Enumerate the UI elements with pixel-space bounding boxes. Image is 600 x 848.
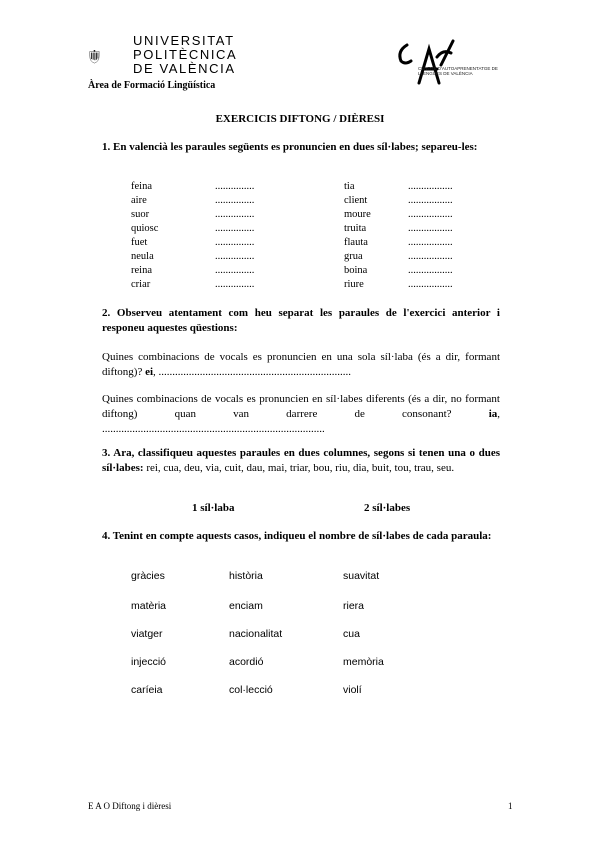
q4-word: riera xyxy=(343,600,365,612)
university-line-3: DE VALÈNCIA xyxy=(133,61,236,76)
q2-p2-text: Quines combinacions de vocals es pronuncien en síl·labes diferents (és a dir, no formant diftong) quan van darrere de consonant? xyxy=(102,393,500,420)
q1-right-word: moure xyxy=(344,209,371,220)
q1-right-word: riure xyxy=(344,279,364,290)
university-line-1: UNIVERSITAT xyxy=(133,33,235,48)
q4-word: injecció xyxy=(131,656,167,668)
question-3 xyxy=(102,446,500,476)
q1-right-blank[interactable]: ................. xyxy=(408,195,453,206)
q4-word: matèria xyxy=(131,600,167,612)
q3-word-list: rei, cua, deu, via, cuit, dau, mai, triar, bou, riu, dia, buit, tou, trau, seu. xyxy=(143,462,455,474)
q1-right-word: flauta xyxy=(344,237,368,248)
q1-word-list xyxy=(0,181,600,296)
q1-right-blank[interactable]: ................. xyxy=(408,237,453,248)
q4-word: suavitat xyxy=(343,570,380,582)
q1-left-blank[interactable]: ............... xyxy=(215,181,255,192)
q4-word: memòria xyxy=(343,656,384,668)
q4-word: violí xyxy=(343,684,362,696)
q2-p1-text: Quines combinacions de vocals es pronuncien en una sola síl·laba (és a dir, formant diftong)? xyxy=(102,351,500,378)
q1-left-blank[interactable]: ............... xyxy=(215,237,255,248)
q1-left-blank[interactable]: ............... xyxy=(215,223,255,234)
q4-word: nacionalitat xyxy=(229,628,283,640)
q2-p2-example: ia xyxy=(488,408,498,420)
q1-right-word: tia xyxy=(344,181,355,192)
area-label: Àrea de Formació Lingüística xyxy=(88,80,216,91)
q4-word: enciam xyxy=(229,600,263,612)
q1-right-blank[interactable]: ................. xyxy=(408,209,453,220)
q1-left-word: fuet xyxy=(131,237,148,248)
page-title: EXERCICIS DIFTONG / DIÈRESI xyxy=(215,113,385,125)
q4-word: col·lecció xyxy=(229,684,273,696)
q1-left-word: reina xyxy=(131,265,152,276)
q4-word: gràcies xyxy=(131,570,165,582)
university-line-2: POLITÈCNICA xyxy=(133,47,238,62)
q1-right-word: truita xyxy=(344,223,367,234)
question-1: 1. En valencià les paraules següents es pronuncien en dues síl·labes; separeu-les: xyxy=(102,141,478,153)
university-name xyxy=(133,34,237,76)
q1-right-word: client xyxy=(344,195,368,206)
q1-right-word: grua xyxy=(344,251,363,262)
q4-word: caríeia xyxy=(131,684,163,696)
q1-right-blank[interactable]: ................. xyxy=(408,265,453,276)
q3-instruction: 3. Ara, classifiqueu aquestes paraules en dues columnes, segons si tenen una o dues síl·labes: xyxy=(102,447,500,474)
q4-word: cua xyxy=(343,628,360,640)
q4-word-table xyxy=(0,570,600,700)
q1-right-word: boina xyxy=(344,265,368,276)
q1-right-blank[interactable]: ................. xyxy=(408,181,453,192)
q1-left-word: criar xyxy=(131,279,151,290)
q1-left-word: suor xyxy=(131,209,150,220)
caa-caption: CENTRE D'AUTOAPRENENTATGE DE LLENGÜES DE VALÈNCIA xyxy=(418,66,498,76)
q2-paragraph-1 xyxy=(102,350,500,380)
q1-left-blank[interactable]: ............... xyxy=(215,279,255,290)
question-4: 4. Tenint en compte aquests casos, indiqueu el nombre de síl·labes de cada paraula: xyxy=(102,530,492,542)
q4-word: viatger xyxy=(131,628,163,640)
q2-paragraph-2 xyxy=(102,392,500,437)
question-2: 2. Observeu atentament com heu separat les paraules de l'exercici anterior i responeu aquestes qüestions: xyxy=(102,307,500,334)
q2-p2-blank[interactable]: , ................................................................................. xyxy=(102,408,500,435)
footer-label: E A O Diftong i dièresi xyxy=(88,801,172,811)
caa-logo xyxy=(393,34,513,96)
upv-logo xyxy=(88,33,132,81)
q3-column-1-heading: 1 síl·laba xyxy=(192,502,235,514)
q1-right-blank[interactable]: ................. xyxy=(408,279,453,290)
q1-right-blank[interactable]: ................. xyxy=(408,223,453,234)
q3-column-2-heading: 2 síl·labes xyxy=(364,502,411,514)
q2-p1-blank[interactable]: , ...................................................................... xyxy=(153,366,352,378)
q1-left-blank[interactable]: ............... xyxy=(215,251,255,262)
q1-right-blank[interactable]: ................. xyxy=(408,251,453,262)
q1-left-word: aire xyxy=(131,195,147,206)
q4-word: història xyxy=(229,570,263,582)
q1-left-blank[interactable]: ............... xyxy=(215,209,255,220)
q4-word: acordió xyxy=(229,656,264,668)
q1-left-word: neula xyxy=(131,251,154,262)
q1-left-word: quiosc xyxy=(131,223,159,234)
q1-left-blank[interactable]: ............... xyxy=(215,265,255,276)
q2-p1-example: ei xyxy=(145,366,154,378)
q1-left-blank[interactable]: ............... xyxy=(215,195,255,206)
q1-left-word: feina xyxy=(131,181,152,192)
page-number: 1 xyxy=(508,801,513,811)
